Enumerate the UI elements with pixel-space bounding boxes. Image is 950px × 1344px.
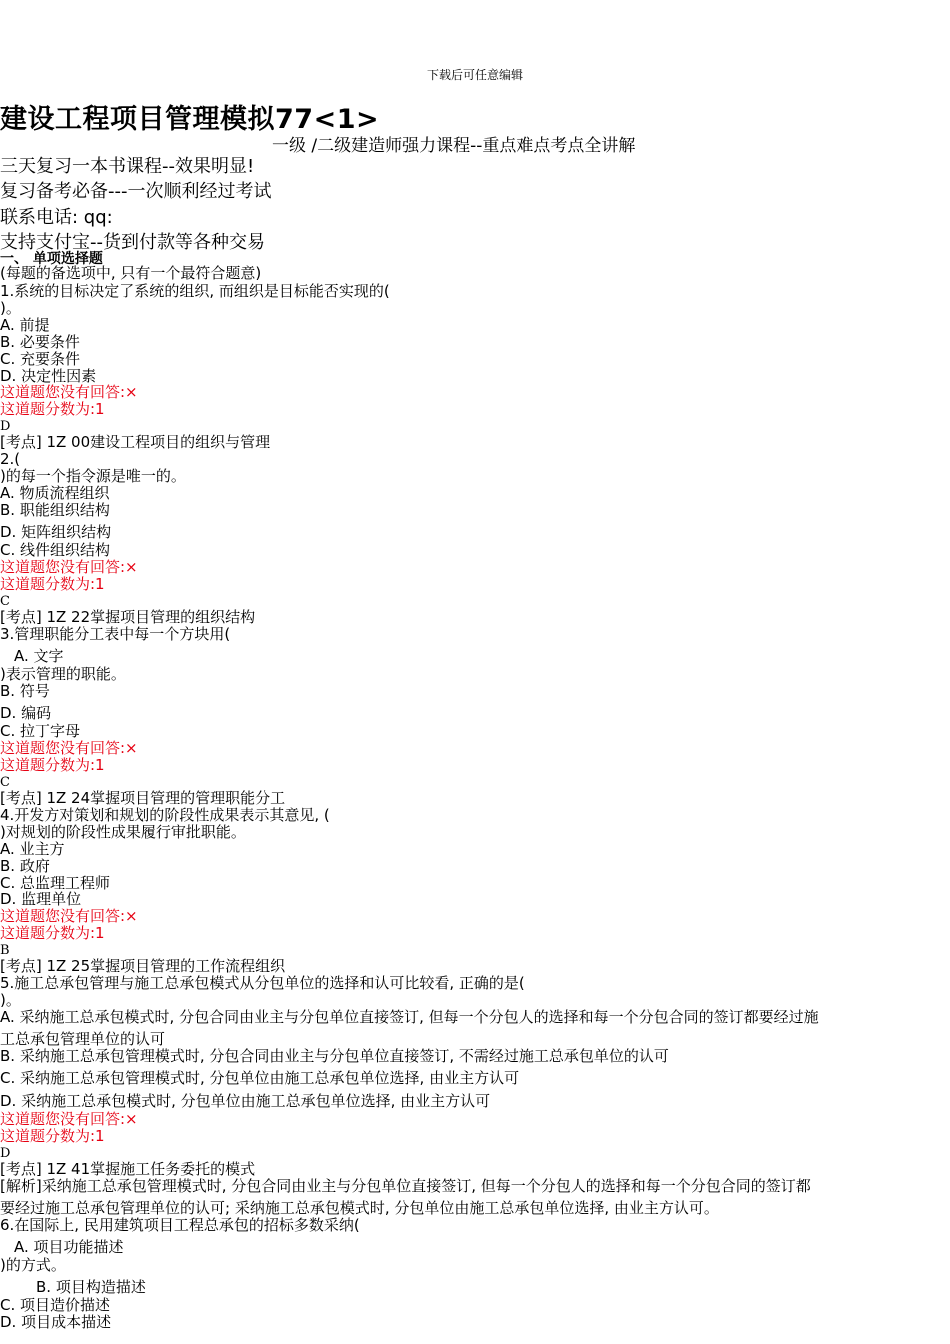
document-line: )。 [0, 299, 21, 317]
document-line: [考点] 1Z 24掌握项目管理的管理职能分工 [0, 789, 286, 807]
document-line: 5.施工总承包管理与施工总承包模式从分包单位的选择和认可比较看, 正确的是( [0, 974, 525, 992]
document-line: [考点] 1Z 25掌握项目管理的工作流程组织 [0, 957, 286, 975]
document-line: D. 决定性因素 [0, 367, 97, 385]
answer-status-line: 这道题分数为:1 [0, 575, 105, 593]
section-note: (每题的备选项中, 只有一个最符合题意) [0, 264, 262, 282]
document-line: )。 [0, 991, 21, 1009]
document-line: A. 文字 [14, 647, 64, 665]
answer-status-line: 这道题分数为:1 [0, 756, 105, 774]
promo-line: 复习备考必备---一次顺利经过考试 [0, 181, 272, 202]
document-line: B [0, 943, 10, 958]
section-title: 一、 单项选择题 [0, 251, 103, 267]
document-line: C [0, 594, 10, 609]
promo-line: 联系电话: qq: [0, 207, 113, 228]
answer-status-line: 这道题您没有回答:× [0, 558, 138, 576]
document-line: 1.系统的目标决定了系统的组织, 而组织是目标能否实现的( [0, 282, 390, 300]
document-line: B. 采纳施工总承包管理模式时, 分包合同由业主与分包单位直接签订, 不需经过施工总承包单位的认可 [0, 1047, 669, 1065]
document-line: D [0, 419, 11, 434]
document-line: 3.管理职能分工表中每一个方块用( [0, 625, 231, 643]
document-line: 4.开发方对策划和规划的阶段性成果表示其意见, ( [0, 806, 330, 824]
document-line: C. 充要条件 [0, 350, 81, 368]
document-line: C. 拉丁字母 [0, 722, 81, 740]
document-line: A. 项目功能描述 [14, 1238, 124, 1256]
document-line: )的每一个指令源是唯一的。 [0, 467, 186, 485]
document-line: D. 采纳施工总承包模式时, 分包单位由施工总承包单位选择, 由业主方认可 [0, 1092, 491, 1110]
header-note: 下载后可任意编辑 [426, 68, 523, 82]
document-line: D. 矩阵组织结构 [0, 523, 112, 541]
document-line: D. 编码 [0, 704, 52, 722]
promo-line: 三天复习一本书课程--效果明显! [0, 156, 255, 177]
document-line: D. 监理单位 [0, 890, 82, 908]
document-line: A. 采纳施工总承包模式时, 分包合同由业主与分包单位直接签订, 但每一个分包人的选择和每一个分包合同的签订都要经过施 [0, 1008, 819, 1026]
answer-status-line: 这道题您没有回答:× [0, 907, 138, 925]
document-line: B. 政府 [0, 857, 50, 875]
document-line: [考点] 1Z 00建设工程项目的组织与管理 [0, 433, 271, 451]
document-line: B. 符号 [0, 682, 50, 700]
document-line: A. 前提 [0, 316, 50, 334]
document-line: B. 职能组织结构 [0, 501, 110, 519]
document-line: 6.在国际上, 民用建筑项目工程总承包的招标多数采纳( [0, 1216, 360, 1234]
document-line: 要经过施工总承包管理单位的认可; 采纳施工总承包模式时, 分包单位由施工总承包单位选择, 由业主方认可。 [0, 1199, 719, 1217]
answer-status-line: 这道题分数为:1 [0, 924, 105, 942]
document-line: D [0, 1146, 11, 1161]
page-title: 建设工程项目管理模拟77<1> [0, 104, 380, 135]
document-line: C. 线件组织结构 [0, 541, 111, 559]
answer-status-line: 这道题您没有回答:× [0, 739, 138, 757]
promo-line: 支持支付宝--货到付款等各种交易 [0, 232, 265, 253]
document-line: [考点] 1Z 41掌握施工任务委托的模式 [0, 1160, 256, 1178]
document-line: )的方式。 [0, 1256, 66, 1274]
document-line: [考点] 1Z 22掌握项目管理的组织结构 [0, 608, 256, 626]
document-line: C. 总监理工程师 [0, 874, 111, 892]
answer-status-line: 这道题分数为:1 [0, 400, 105, 418]
document-line: B. 项目构造描述 [36, 1278, 146, 1296]
document-line: 工总承包管理单位的认可 [0, 1030, 166, 1048]
document-line: B. 必要条件 [0, 333, 80, 351]
document-line: )表示管理的职能。 [0, 665, 126, 683]
document-line: A. 业主方 [0, 840, 65, 858]
document-line: C. 采纳施工总承包管理模式时, 分包单位由施工总承包单位选择, 由业主方认可 [0, 1069, 520, 1087]
document-line: 2.( [0, 450, 21, 468]
answer-status-line: 这道题您没有回答:× [0, 1110, 138, 1128]
answer-status-line: 这道题您没有回答:× [0, 383, 138, 401]
answer-status-line: 这道题分数为:1 [0, 1127, 105, 1145]
document-line: A. 物质流程组织 [0, 484, 110, 502]
document-line: )对规划的阶段性成果履行审批职能。 [0, 823, 246, 841]
document-line: C [0, 775, 10, 790]
document-line: C. 项目造价描述 [0, 1296, 111, 1314]
page-subtitle: 一级 /二级建造师强力课程--重点难点考点全讲解 [272, 136, 636, 156]
document-line: D. 项目成本描述 [0, 1313, 112, 1331]
document-line: [解析]采纳施工总承包管理模式时, 分包合同由业主与分包单位直接签订, 但每一个分包人的选择和每一个分包合同的签订都 [0, 1177, 811, 1195]
